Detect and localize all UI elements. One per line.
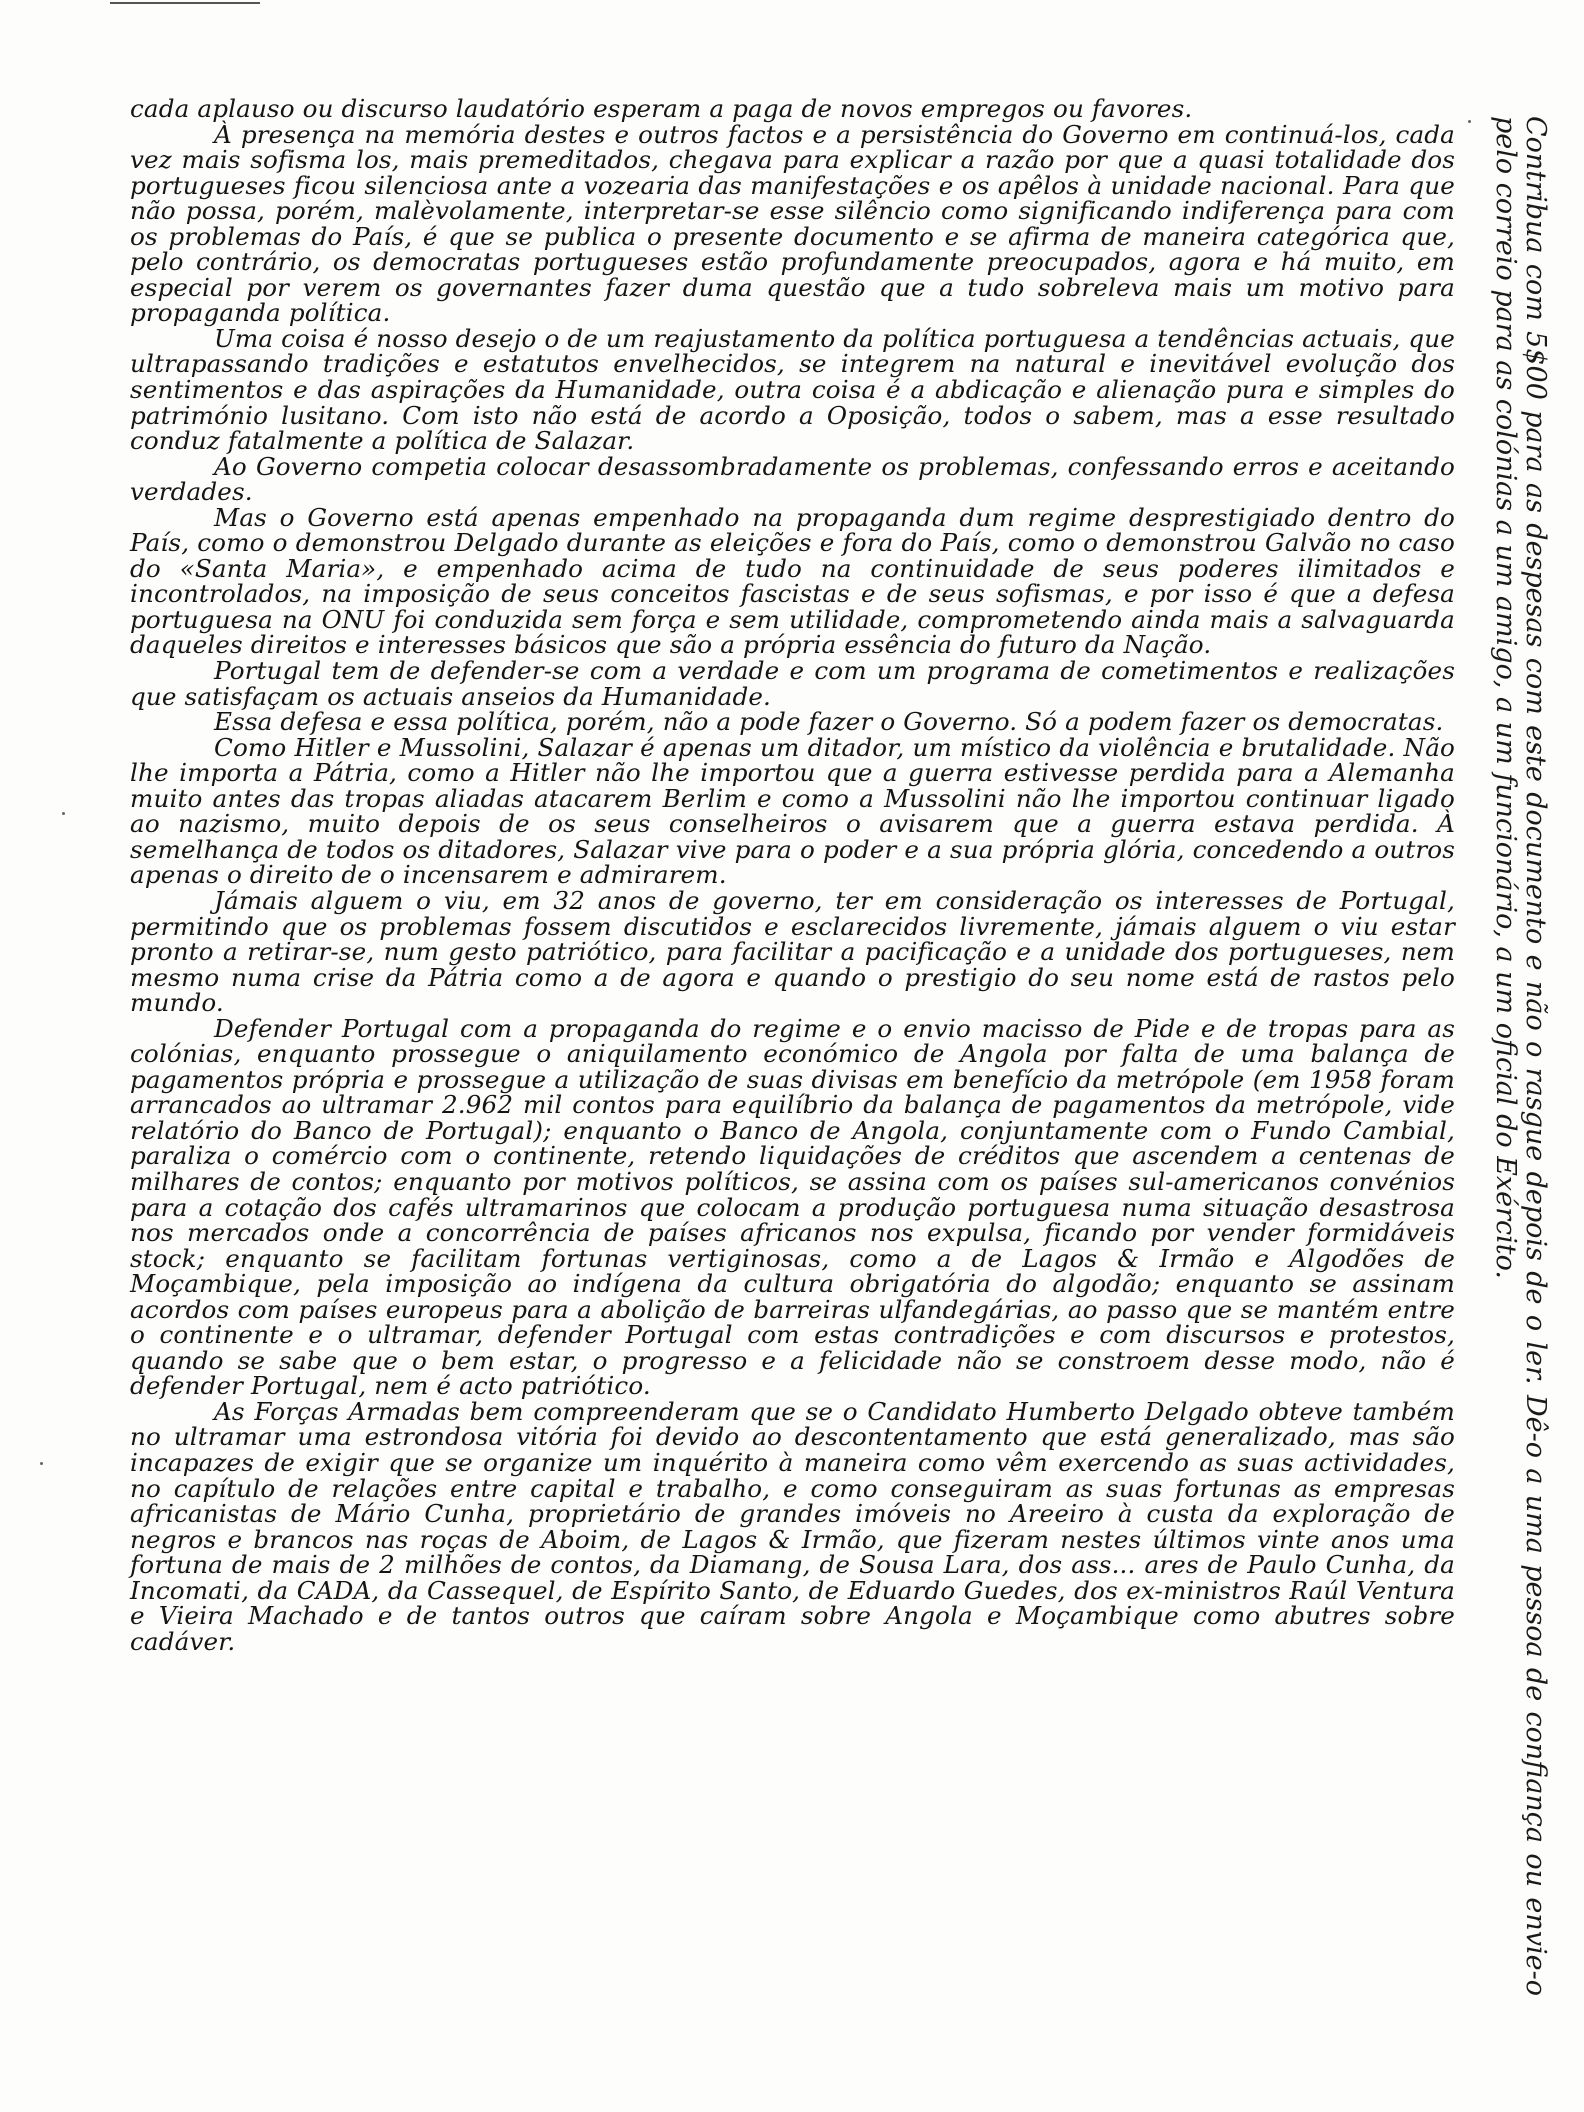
paragraph-8: Como Hitler e Mussolini, Salazar é apenas um ditador, um místico da violência e brutalidade. Não lhe importa a Pátria, como a Hitler não lhe importou que a guerra estivesse perdida para a Alemanha muito antes das tropas aliadas atacarem Berlim e como a Mussolini não lhe importou continuar ligado ao nazismo, muito depois de os seus conselheiros o avisarem que a guerra estava perdida. À semelhança de todos os ditadores, Salazar vive para o poder e a sua própria glória, concedendo a outros apenas o direito de o incensarem e admirarem. xyxy=(130,732,1455,890)
paragraph-3: Uma coisa é nosso desejo o de um reajustamento da política portuguesa a tendências actuais, que ultrapassando tradições e estatutos envelhecidos, se integrem na natural e inevitável evolução dos sentimentos e das aspirações da Humanidade, outra coisa é a abdicação e alienação pura e simples do património lusitano. Com isto não está de acordo a Oposição, todos o sabem, mas a esse resultado conduz fatalmente a política de Salazar. xyxy=(130,323,1455,456)
paragraph-7: Essa defesa e essa política, porém, não a pode fazer o Governo. Só a podem fazer os democratas. xyxy=(214,707,1444,737)
paragraph-5: Mas o Governo está apenas empenhado na propaganda dum regime desprestigiado dentro do País, como o demonstrou Delgado durante as eleições e fora do País, como o demonstrou Galvão no caso do «Santa Maria», e empenhado acima de tudo na continuidade de seus poderes ilimitados e incontrolados, na imposição de seus conceitos fascistas e de seus sofismas, e por isso é que a defesa portuguesa na ONU foi conduzida sem força e sem utilidade, comprometendo ainda mais a salvaguarda daqueles direitos e interesses básicos que são a própria essência do futuro da Nação. xyxy=(130,502,1455,660)
margin-note-vertical: Contribua com 5$00 para as despesas com este documento e não o rasgue depois de o ler. Dê-o a uma pessoa de confiança ou envie-o pelo correio para as colónias a um amigo, a um funcionário, a um oficial do Exército. xyxy=(1490,116,1551,1996)
scan-speck xyxy=(62,812,65,815)
paragraph-6: Portugal tem de defender-se com a verdade e com um programa de cometimentos e realizações que satisfaçam os actuais anseios da Humanidade. xyxy=(130,656,1455,711)
scan-speck xyxy=(40,1462,43,1465)
scan-speck xyxy=(1468,120,1471,123)
document-body xyxy=(130,96,1455,2086)
paragraph-9: Jámais alguem o viu, em 32 anos de governo, ter em consideração os interesses de Portugal, permitindo que os problemas fossem discutidos e esclarecidos livremente, jámais alguem o viu estar pronto a retirar-se, num gesto patriótico, para facilitar a pacificação e a unidade dos portugueses, nem mesmo numa crise da Pátria como a de agora e quando o prestigio do seu nome está de rastos pelo mundo. xyxy=(130,885,1455,1018)
paragraph-10: Defender Portugal com a propaganda do regime e o envio macisso de Pide e de tropas para as colónias, enquanto prossegue o aniquilamento económico de Angola por falta de uma balança de pagamentos própria e prossegue a utilização de suas divisas em benefício da metrópole (em 1958 foram arrancados ao ultramar 2.962 mil contos para equilíbrio da balança de pagamentos da metrópole, vide relatório do Banco de Portugal); enquanto o Banco de Angola, conjuntamente com o Fundo Cambial, paraliza o comércio com o continente, retendo liquidações de créditos que ascendem a centenas de milhares de contos; enquanto por motivos políticos, se assina com os países sul-americanos convénios para a cotação dos cafés ultramarinos que colocam a produção portuguesa numa situação desastrosa nos mercados onde a concorrência de países africanos nos expulsa, ficando por vender formidáveis stock; enquanto se facilitam fortunas vertiginosas, como a de Lagos & Irmão e Algodões de Moçambique, pela imposição ao indígena da cultura obrigatória do algodão; enquanto se assinam acordos com países europeus para a abolição de barreiras ulfandegárias, ao passo que se mantém entre o continente e o ultramar, defender Portugal com estas contradições e com discursos e protestos, quando se sabe que o bem estar, o progresso e a felicidade não se constroem desse modo, não é defender Portugal, nem é acto patriótico. xyxy=(130,1013,1455,1401)
scan-artifact-rule xyxy=(110,2,260,4)
paragraph-2: À presença na memória destes e outros factos e a persistência do Governo em continuá-los, cada vez mais sofisma los, mais premeditados, chegava para explicar a razão por que a quasi totalidade dos portugueses ficou silenciosa ante a vozearia das manifestações e os apêlos à unidade nacional. Para que não possa, porém, malèvolamente, interpretar-se esse silêncio como significando indiferença para com os problemas do País, é que se publica o presente documento e se afirma de maneira categórica que, pelo contrário, os democratas portugueses estão profundamente preocupados, agora e há muito, em especial por verem os governantes fazer duma questão que a tudo sobreleva mais um motivo para propaganda política. xyxy=(130,119,1455,328)
paragraph-4: Ao Governo competia colocar desassombradamente os problemas, confessando erros e aceitando verdades. xyxy=(130,451,1455,507)
paragraph-11: As Forças Armadas bem compreenderam que se o Candidato Humberto Delgado obteve também no ultramar uma estrondosa vitória foi devido ao descontentamento que está generalizado, mas são incapazes de exigir que se organize um inquérito à maneira como vêm exercendo as suas actividades, no capítulo de relações entre capital e trabalho, e como conseguiram as suas fortunas as empresas africanistas de Mário Cunha, proprietário de grandes imóveis no Areeiro à custa da exploração de negros e brancos nas roças de Aboim, de Lagos & Irmão, que fizeram nestes últimos vinte anos uma fortuna de mais de 2 milhões de contos, da Diamang, de Sousa Lara, dos ass... ares de Paulo Cunha, da Incomati, da CADA, da Cassequel, de Espírito Santo, de Eduardo Guedes, dos ex-ministros Raúl Ventura e Vieira Machado e de tantos outros que caíram sobre Angola e Moçambique como abutres sobre cadáver. xyxy=(130,1396,1455,1656)
paragraph-1: cada aplauso ou discurso laudatório esperam a paga de novos empregos ou favores. xyxy=(130,94,1193,123)
